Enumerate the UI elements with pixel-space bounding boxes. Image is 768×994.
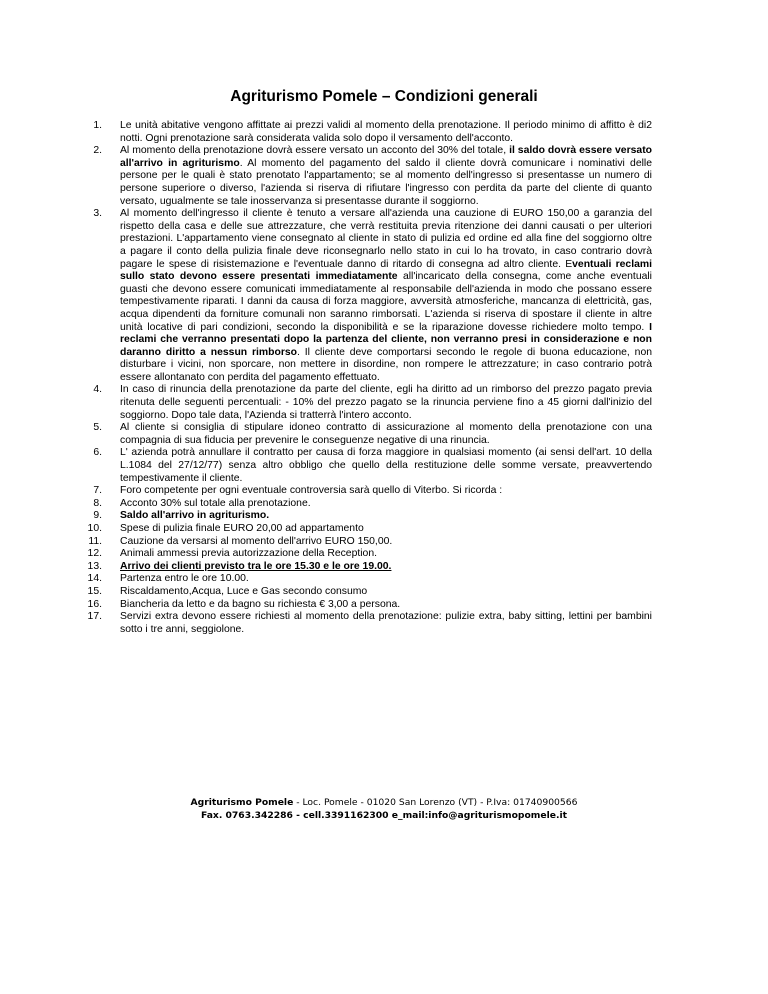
footer-contacts: Fax. 0763.342286 - cell.3391162300 e_mail:info@agriturismopomele.it xyxy=(200,810,568,821)
condition-text: Biancheria da letto e da bagno su richiesta € 3,00 a persona. xyxy=(120,598,401,610)
condition-text: Al momento dell'ingresso il cliente è tenuto a versare all'azienda una cauzione di EURO 150,00 a garanzia del rispetto della casa e delle sue attrezzature, che verrà restituita previa ritenzione dei danni causati o per ulteriori prestazioni. L'appartamento viene consegnato al cliente in stato di pulizia ed ordine ed alla fine del soggiorno oltre a pagare il conto della pulizia finale deve riconsegnarlo nello stato in cui lo ha trovato, in caso contrario dovrà pagare le spese di risistemazione e l'eventuale danno di ritardo di consegna ad altro cliente. E xyxy=(120,208,652,270)
condition-item xyxy=(88,535,652,549)
condition-number: 15. xyxy=(87,585,102,597)
condition-item xyxy=(87,573,652,586)
footer xyxy=(0,796,768,822)
condition-number: 1. xyxy=(93,120,102,131)
condition-text: Servizi extra devono essere richiesti al momento della prenotazione: pulizie extra, baby sitting, lettini per bambini sotto i tre anni, seggiolone. xyxy=(120,611,652,635)
condition-number: 6. xyxy=(93,447,102,459)
condition-number: 16. xyxy=(87,598,102,610)
condition-text: Saldo all'arrivo in agriturismo. xyxy=(120,510,270,522)
condition-number: 9. xyxy=(93,510,102,522)
condition-text: Animali ammessi previa autorizzazione della Reception. xyxy=(120,548,378,560)
condition-text: L' azienda potrà annullare il contratto per causa di forza maggiore in qualsiasi momento (ai sensi dell'art. 10 della L.1084 del 27/12/77) senza altro obbligo che quello della restituzione delle somme versate, preavvertendo tempestivamente il cliente. xyxy=(120,447,652,484)
condition-text: . Il cliente deve comportarsi secondo le regole di buona educazione, non disturbare i vicini, non sporcare, non mettere in disordine, non rompere le attrezzature; in caso contrario potrà essere allontanato con perdita del pagamento effettuato. xyxy=(120,346,652,383)
condition-item xyxy=(93,447,652,485)
condition-text: Le unità abitative vengono affittate ai prezzi validi al momento della prenotazione. Il periodo minimo di affitto è di2 notti. Ogni prenotazione sarà considerata valida solo dopo il versamento dell'acconto. xyxy=(120,120,652,144)
condition-text: Arrivo dei clienti previsto tra le ore 15.30 e le ore 19.00. xyxy=(120,560,392,572)
document-title: Agriturismo Pomele – Condizioni generali xyxy=(230,88,538,105)
condition-number: 3. xyxy=(93,208,102,220)
condition-number: 12. xyxy=(87,548,102,560)
condition-number: 7. xyxy=(93,485,102,497)
condition-number: 17. xyxy=(87,611,102,623)
condition-text: Al momento della prenotazione dovrà essere versato un acconto del 30% del totale, xyxy=(120,145,510,157)
footer-address-line xyxy=(0,796,768,809)
condition-text: il saldo dovrà essere versato all'arrivo in agriturismo xyxy=(120,145,652,169)
condition-item xyxy=(93,510,652,523)
condition-item xyxy=(87,523,652,536)
condition-item xyxy=(87,560,652,574)
condition-text: Al cliente si consiglia di stipulare idoneo contratto di assicurazione al momento della prenotazione con una compagnia di sua fiducia per prevenire le conseguenze negative di una rinuncia. xyxy=(120,422,652,446)
condition-item xyxy=(93,384,652,422)
condition-number: 14. xyxy=(87,573,102,585)
condition-text: Acconto 30% sul totale alla prenotazione. xyxy=(120,497,311,509)
condition-number: 5. xyxy=(93,422,102,434)
condition-text: ventuali reclami sullo stato devono essere presentati immediatamente xyxy=(120,258,653,283)
condition-text: Foro competente per ogni eventuale controversia sarà quello di Viterbo. Si ricorda : xyxy=(120,485,503,497)
condition-text: Partenza entro le ore 10.00. xyxy=(120,573,249,585)
condition-item xyxy=(87,611,652,636)
condition-item xyxy=(93,497,652,511)
footer-address: - Loc. Pomele - 01020 San Lorenzo (VT) - P.Iva: 01740900566 xyxy=(293,797,578,808)
condition-number: 10. xyxy=(87,523,102,534)
condition-number: 13. xyxy=(87,560,102,572)
condition-item xyxy=(93,422,652,447)
conditions-list xyxy=(87,120,653,636)
condition-text: In caso di rinuncia della prenotazione da parte del cliente, egli ha diritto ad un rimborso del prezzo pagato previa ritenuta delle seguenti percentuali: - 10% del prezzo pagato se la rinuncia perviene fino a 45 giorni dall'inizio del soggiorno. Dopo tale data, l'Azienda si tratterrà l'intero acconto. xyxy=(120,384,652,421)
condition-text: . Al momento del pagamento del saldo il cliente dovrà comunicare i nominativi delle persone per le quali è stato prenotato l'appartamento; se al momento dell'ingresso si presentasse un numero di persone superiore o diverso, l'azienda si riserva di rifiutare l'ingresso con perdita da parte del cliente di quanto versato, ugualmente se tale inosservanza si presentasse durante il soggiorno. xyxy=(120,157,652,207)
condition-number: 8. xyxy=(93,497,102,509)
condition-text: I reclami che verranno presentati dopo la partenza del cliente, non verranno presi in considerazione e non daranno diritto a nessun rimborso xyxy=(120,321,652,358)
footer-company-name: Agriturismo Pomele xyxy=(190,797,294,808)
condition-number: 2. xyxy=(93,145,102,157)
condition-item xyxy=(93,208,653,384)
condition-text: Cauzione da versarsi al momento dell'arrivo EURO 150,00. xyxy=(120,535,393,547)
condition-text: Spese di pulizia finale EURO 20,00 ad appartamento xyxy=(120,523,364,534)
condition-item xyxy=(93,485,652,498)
condition-item xyxy=(93,120,652,145)
condition-item xyxy=(87,585,652,599)
condition-text: all'incaricato della consegna, come anche eventuali guasti che devono essere comunicati immediatamente al responsabile dell'azienda in modo che possano essere tempestivamente riparati. I danni da causa di forza maggiore, avversità atmosferiche, mancanza di elettricità, gas, acqua dipendenti da forniture comunali non saranno rimborsati. L'azienda si riserva di spostare il cliente in altre unità locative di pari condizioni, secondo la disponibilità e se la riparazione dovesse richiedere molto tempo. xyxy=(120,271,652,333)
condition-text: Riscaldamento,Acqua, Luce e Gas secondo consumo xyxy=(120,585,368,597)
condition-item xyxy=(87,548,652,561)
condition-item xyxy=(87,598,652,612)
condition-item xyxy=(93,145,652,208)
condition-number: 11. xyxy=(88,535,102,547)
condition-number: 4. xyxy=(93,384,102,396)
